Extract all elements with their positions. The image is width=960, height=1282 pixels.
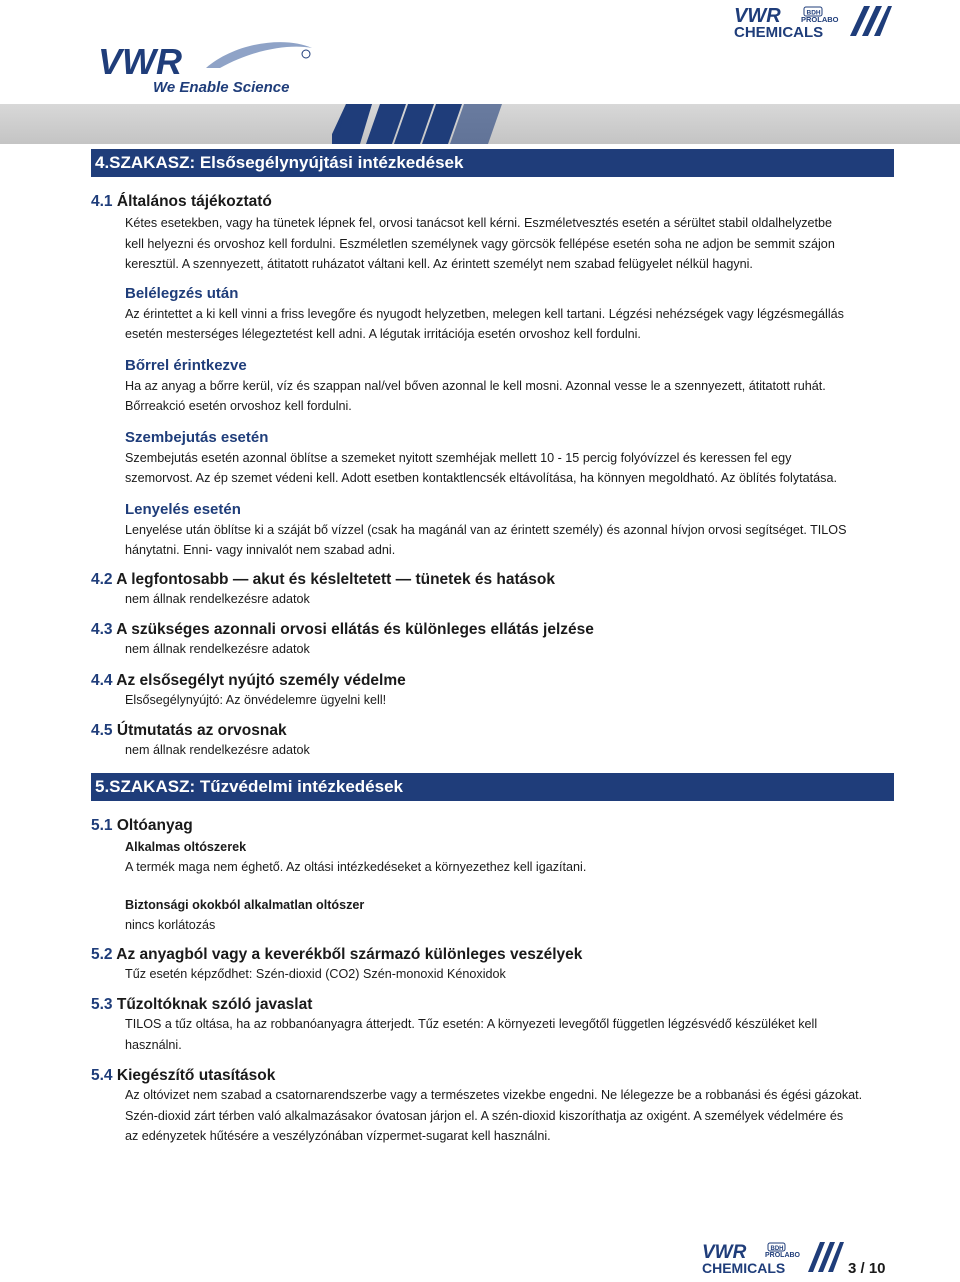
heading-skin: Bőrrel érintkezve: [125, 356, 247, 374]
para-unsuitable-agents: nincs korlátozás: [125, 918, 216, 932]
logo-tagline: We Enable Science: [153, 79, 290, 96]
svg-text:PROLABO: PROLABO: [765, 1252, 800, 1259]
heading-5-1: 5.1 Oltóanyag: [91, 816, 193, 834]
svg-text:CHEMICALS: CHEMICALS: [734, 24, 824, 40]
svg-text:VWR: VWR: [734, 5, 781, 27]
vwr-logo: [96, 38, 326, 96]
heading-swallow: Lenyelés esetén: [125, 500, 241, 518]
logo-text: VWR: [98, 41, 182, 82]
para-4-5: nem állnak rendelkezésre adatok: [125, 743, 310, 757]
heading-4-2: 4.2 A legfontosabb — akut és késleltetett — tünetek és hatások: [91, 570, 556, 588]
para-4-4: Elsősegélynyújtó: Az önvédelemre ügyelni kell!: [125, 692, 387, 707]
para-swallow: Lenyelése után öblítse ki a száját bő vízzel (csak ha magánál van az érintett személy) és azonnal hívjon orvosi segítséget. TILOS hánytatni. Enni- vagy innivalót nem szabad adni.: [125, 522, 847, 557]
label-suitable-agents: Alkalmas oltószerek: [125, 839, 247, 854]
para-suitable-agents: A termék maga nem éghető. Az oltási intézkedéseket a környezethez kell igazítani.: [125, 859, 587, 874]
document-body: [91, 149, 894, 1147]
para-5-4: Az oltóvizet nem szabad a csatornarendszerbe vagy a természetes vizekbe engedni. Ne lélegezze be a robbanási és égési gázokat. Szén-dioxid zárt térben való alkalmazásakor óvatosan járjon el. A szén-dioxid kiszoríthatja az oxigént. A személyek védelmére és az edényzetek hűtésére a veszélyzónában vízpermet-sugarat kell használni.: [125, 1088, 863, 1143]
heading-4-4: 4.4 Az elsősegélyt nyújtó személy védelme: [91, 671, 406, 689]
para-4-1: Kétes esetekben, vagy ha tünetek lépnek fel, orvosi tanácsot kell kérni. Eszméletvesztés esetén a sérültet stabil oldalhelyzetbe kell helyezni és orvoshoz kell fordulni. Eszméletlen személynek vagy görcsök fellépése esetén soha ne adjon be semmit szájon keresztül. A szennyezett, átitatott ruházatot váltani kell. Az érintett személyt nem szabad felügyelet nélkül hagyni.: [125, 216, 835, 271]
heading-inhalation: Belélegzés után: [125, 284, 239, 302]
heading-5-3: 5.3 Tűzoltóknak szóló javaslat: [91, 996, 313, 1013]
vwr-chemicals-logo: [732, 4, 892, 40]
heading-4-3: 4.3 A szükséges azonnali orvosi ellátás és különleges ellátás jelzése: [91, 621, 594, 638]
para-inhalation: Az érintettet a ki kell vinni a friss levegőre és nyugodt helyzetben, melegen kell tartani. Légzési nehézségek vagy légzésmegállás esetén mesterséges lélegeztetést kell adni. A légutak irritációja esetén orvoshoz kell fordulni.: [125, 306, 844, 341]
heading-4-5: 4.5 Útmutatás az orvosnak: [91, 722, 287, 739]
para-4-2: nem állnak rendelkezésre adatok: [125, 591, 310, 606]
svg-text:BDH: BDH: [806, 9, 821, 17]
para-5-3: TILOS a tűz oltása, ha az robbanóanyagra átterjedt. Tűz esetén: A környezeti levegőtől független légzésvédő készüléket kell használni.: [125, 1017, 818, 1052]
para-eye: Szembejutás esetén azonnal öblítse a szemeket nyitott szemhéjak mellett 10 - 15 percig folyóvízzel és keressen fel egy szemorvost. Az ép szemet védeni kell. Adott esetben kontaktlencsék eltávolítása, ha könnyen megoldható. Az öblítés folytatása.: [125, 450, 837, 485]
label-unsuitable-agents: Biztonsági okokból alkalmatlan oltószer: [125, 898, 365, 912]
heading-5-2: 5.2 Az anyagból vagy a keverékből származó különleges veszélyek: [91, 945, 583, 963]
page-number: 3 / 10: [848, 1260, 886, 1277]
svg-text:VWR: VWR: [702, 1242, 747, 1263]
svg-text:PROLABO: PROLABO: [801, 15, 839, 24]
para-5-2: Tűz esetén képződhet: Szén-dioxid (CO2) Szén-monoxid Kénoxidok: [125, 966, 506, 981]
heading-4-1: 4.1 Általános tájékoztató: [91, 193, 272, 210]
heading-eye: Szembejutás esetén: [125, 428, 269, 446]
section-5-title: 5.SZAKASZ: Tűzvédelmi intézkedések: [91, 773, 894, 801]
heading-5-4: 5.4 Kiegészítő utasítások: [91, 1067, 276, 1084]
svg-text:BDH: BDH: [770, 1245, 784, 1252]
footer-vwr-chemicals-logo: [700, 1240, 844, 1276]
section-4-title: 4.SZAKASZ: Elsősegélynyújtási intézkedések: [91, 149, 894, 177]
para-skin: Ha az anyag a bőrre kerül, víz és szappan nal/vel bőven azonnal le kell mosni. Azonnal vesse le a szennyezett, átitatott ruhát. Bőrreakció esetén orvoshoz kell fordulni.: [125, 378, 826, 413]
svg-text:CHEMICALS: CHEMICALS: [702, 1260, 786, 1276]
para-4-3: nem állnak rendelkezésre adatok: [125, 642, 310, 656]
header-chevrons: [332, 104, 960, 144]
